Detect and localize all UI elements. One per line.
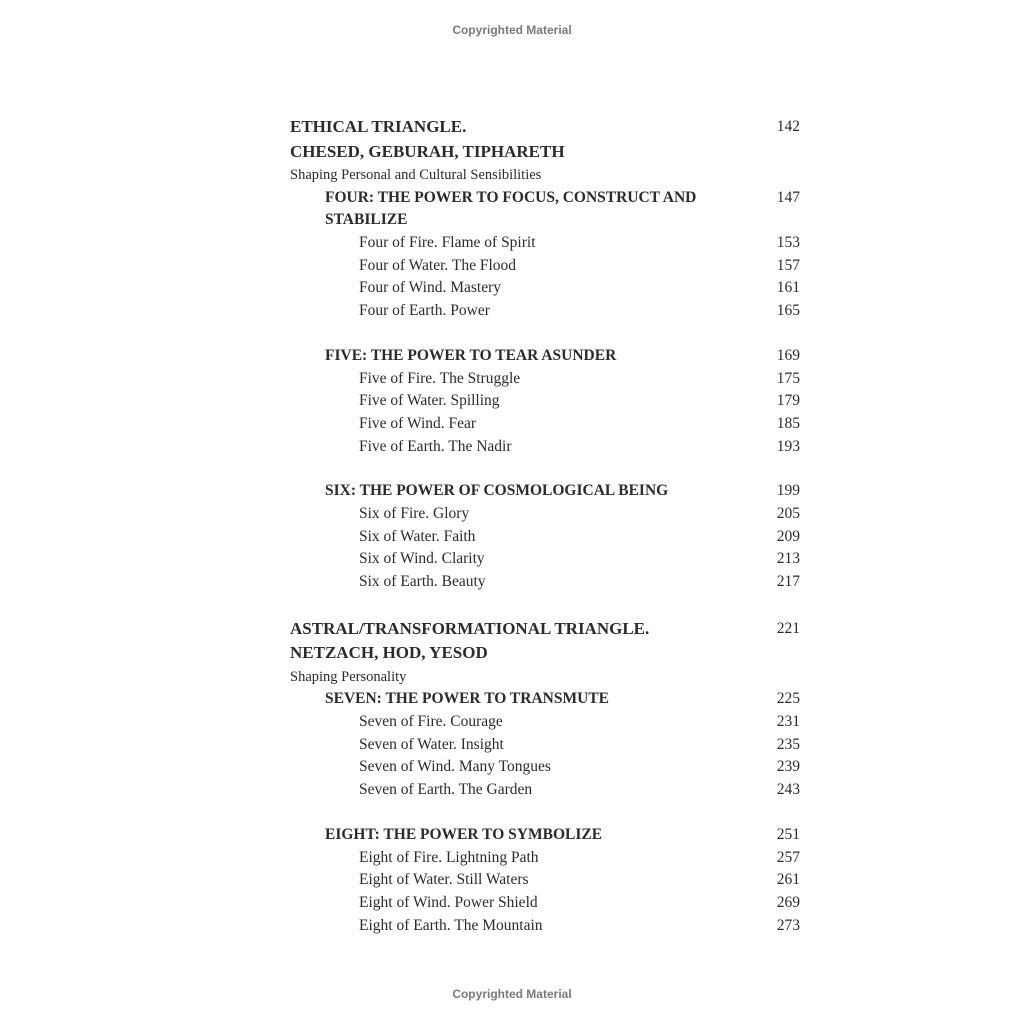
toc-entry (290, 436, 810, 459)
toc-entry-label: Seven of Wind. Many Tongues (359, 758, 551, 776)
page-number: 142 (776, 118, 800, 135)
section-title-line2 (290, 641, 810, 666)
spacer (290, 802, 810, 824)
toc-entry-label: Four of Wind. Mastery (359, 279, 502, 297)
toc-entry-label: Four of Earth. Power (359, 302, 490, 320)
page-number: 205 (776, 504, 800, 522)
toc-entry (290, 413, 810, 436)
toc-entry-label: Six of Wind. Clarity (359, 550, 485, 568)
page-number: 175 (776, 369, 800, 387)
toc-entry (290, 300, 810, 323)
chapter-title-text: FOUR: THE POWER TO FOCUS, CONSTRUCT AND (325, 188, 697, 206)
section-subtitle-text: Shaping Personal and Cultural Sensibilities (290, 167, 542, 183)
toc-entry-label: Six of Water. Faith (359, 527, 476, 545)
toc-entry (290, 503, 810, 526)
page-number: 239 (776, 758, 800, 776)
toc-entry (290, 892, 810, 915)
page-number: 273 (776, 916, 800, 934)
toc-entry-label: Seven of Fire. Courage (359, 713, 503, 731)
copyright-watermark-bottom: Copyrighted Material (452, 987, 572, 1001)
toc-entry-label: Seven of Water. Insight (359, 735, 504, 753)
toc-entry-label: Eight of Wind. Power Shield (359, 893, 538, 911)
chapter-title (290, 345, 810, 368)
toc-entry (290, 779, 810, 802)
toc-entry (290, 711, 810, 734)
section-title-text: ASTRAL/TRANSFORMATIONAL TRIANGLE. (290, 618, 650, 638)
page-number: 221 (776, 619, 800, 637)
toc-entry (290, 255, 810, 278)
toc-entry (290, 232, 810, 255)
toc-entry (290, 756, 810, 779)
chapter-title (290, 824, 810, 847)
section-subtitle-text: Shaping Personality (290, 668, 407, 685)
chapter-title-text: EIGHT: THE POWER TO SYMBOLIZE (325, 825, 603, 843)
toc-entry (290, 915, 810, 938)
page-number: 157 (776, 256, 800, 274)
page-number: 257 (776, 848, 800, 866)
page-number: 225 (776, 690, 800, 708)
toc-entry (290, 368, 810, 391)
toc-entry-label: Eight of Fire. Lightning Path (359, 848, 539, 866)
spacer (290, 323, 810, 345)
section-title (290, 115, 810, 140)
page-number: 193 (776, 437, 800, 455)
page-number: 235 (776, 735, 800, 753)
page-number: 179 (776, 392, 800, 410)
table-of-contents (290, 115, 810, 937)
toc-entry-label: Five of Fire. The Struggle (359, 369, 521, 387)
toc-entry-label: Six of Fire. Glory (359, 504, 470, 522)
page-number: 209 (776, 527, 800, 545)
spacer (290, 594, 810, 617)
page-number: 165 (776, 302, 800, 320)
toc-entry-label: Five of Water. Spilling (359, 392, 500, 410)
chapter-title-text: SEVEN: THE POWER TO TRANSMUTE (325, 690, 609, 708)
spacer (290, 458, 810, 480)
toc-entry-label: Four of Water. The Flood (359, 256, 517, 274)
section-subtitle (290, 666, 810, 689)
toc-entry-label: Five of Wind. Fear (359, 414, 477, 432)
toc-entry (290, 390, 810, 413)
page-number: 243 (776, 781, 800, 799)
page-number: 269 (776, 893, 800, 911)
copyright-watermark-top: Copyrighted Material (452, 23, 572, 37)
chapter-title (290, 480, 810, 503)
page-number: 161 (776, 279, 800, 297)
section-title (290, 617, 810, 642)
section-title-text: CHESED, GEBURAH, TIPHARETH (290, 141, 565, 161)
toc-entry (290, 847, 810, 870)
toc-entry (290, 548, 810, 571)
toc-entry-label: Four of Fire. Flame of Spirit (359, 234, 536, 252)
toc-entry (290, 734, 810, 757)
page-number: 147 (776, 188, 800, 206)
page-number: 199 (776, 482, 800, 500)
section-title-text: ETHICAL TRIANGLE. (290, 117, 467, 136)
page-number: 185 (776, 414, 800, 432)
toc-entry-label: Six of Earth. Beauty (359, 573, 486, 590)
chapter-title-line2 (290, 209, 810, 232)
page-number: 261 (776, 871, 800, 889)
toc-entry (290, 869, 810, 892)
toc-entry-label: Seven of Earth. The Garden (359, 781, 533, 799)
chapter-title-text: STABILIZE (325, 211, 408, 229)
page-number: 251 (776, 825, 800, 843)
page-number: 169 (776, 346, 800, 364)
chapter-title (290, 688, 810, 711)
page-number: 213 (776, 550, 800, 568)
toc-entry-label: Five of Earth. The Nadir (359, 437, 512, 455)
chapter-title (290, 187, 810, 210)
section-title-line2 (290, 140, 810, 165)
page-number: 217 (776, 573, 800, 590)
toc-entry-label: Eight of Water. Still Waters (359, 871, 529, 889)
section-subtitle (290, 164, 810, 187)
page-number: 231 (776, 713, 800, 731)
chapter-title-text: FIVE: THE POWER TO TEAR ASUNDER (325, 346, 617, 364)
page-number: 153 (776, 234, 800, 252)
toc-entry (290, 526, 810, 549)
chapter-title-text: SIX: THE POWER OF COSMOLOGICAL BEING (325, 482, 669, 500)
toc-entry (290, 277, 810, 300)
toc-entry (290, 571, 810, 594)
toc-entry-label: Eight of Earth. The Mountain (359, 916, 543, 934)
section-title-text: NETZACH, HOD, YESOD (290, 643, 488, 663)
